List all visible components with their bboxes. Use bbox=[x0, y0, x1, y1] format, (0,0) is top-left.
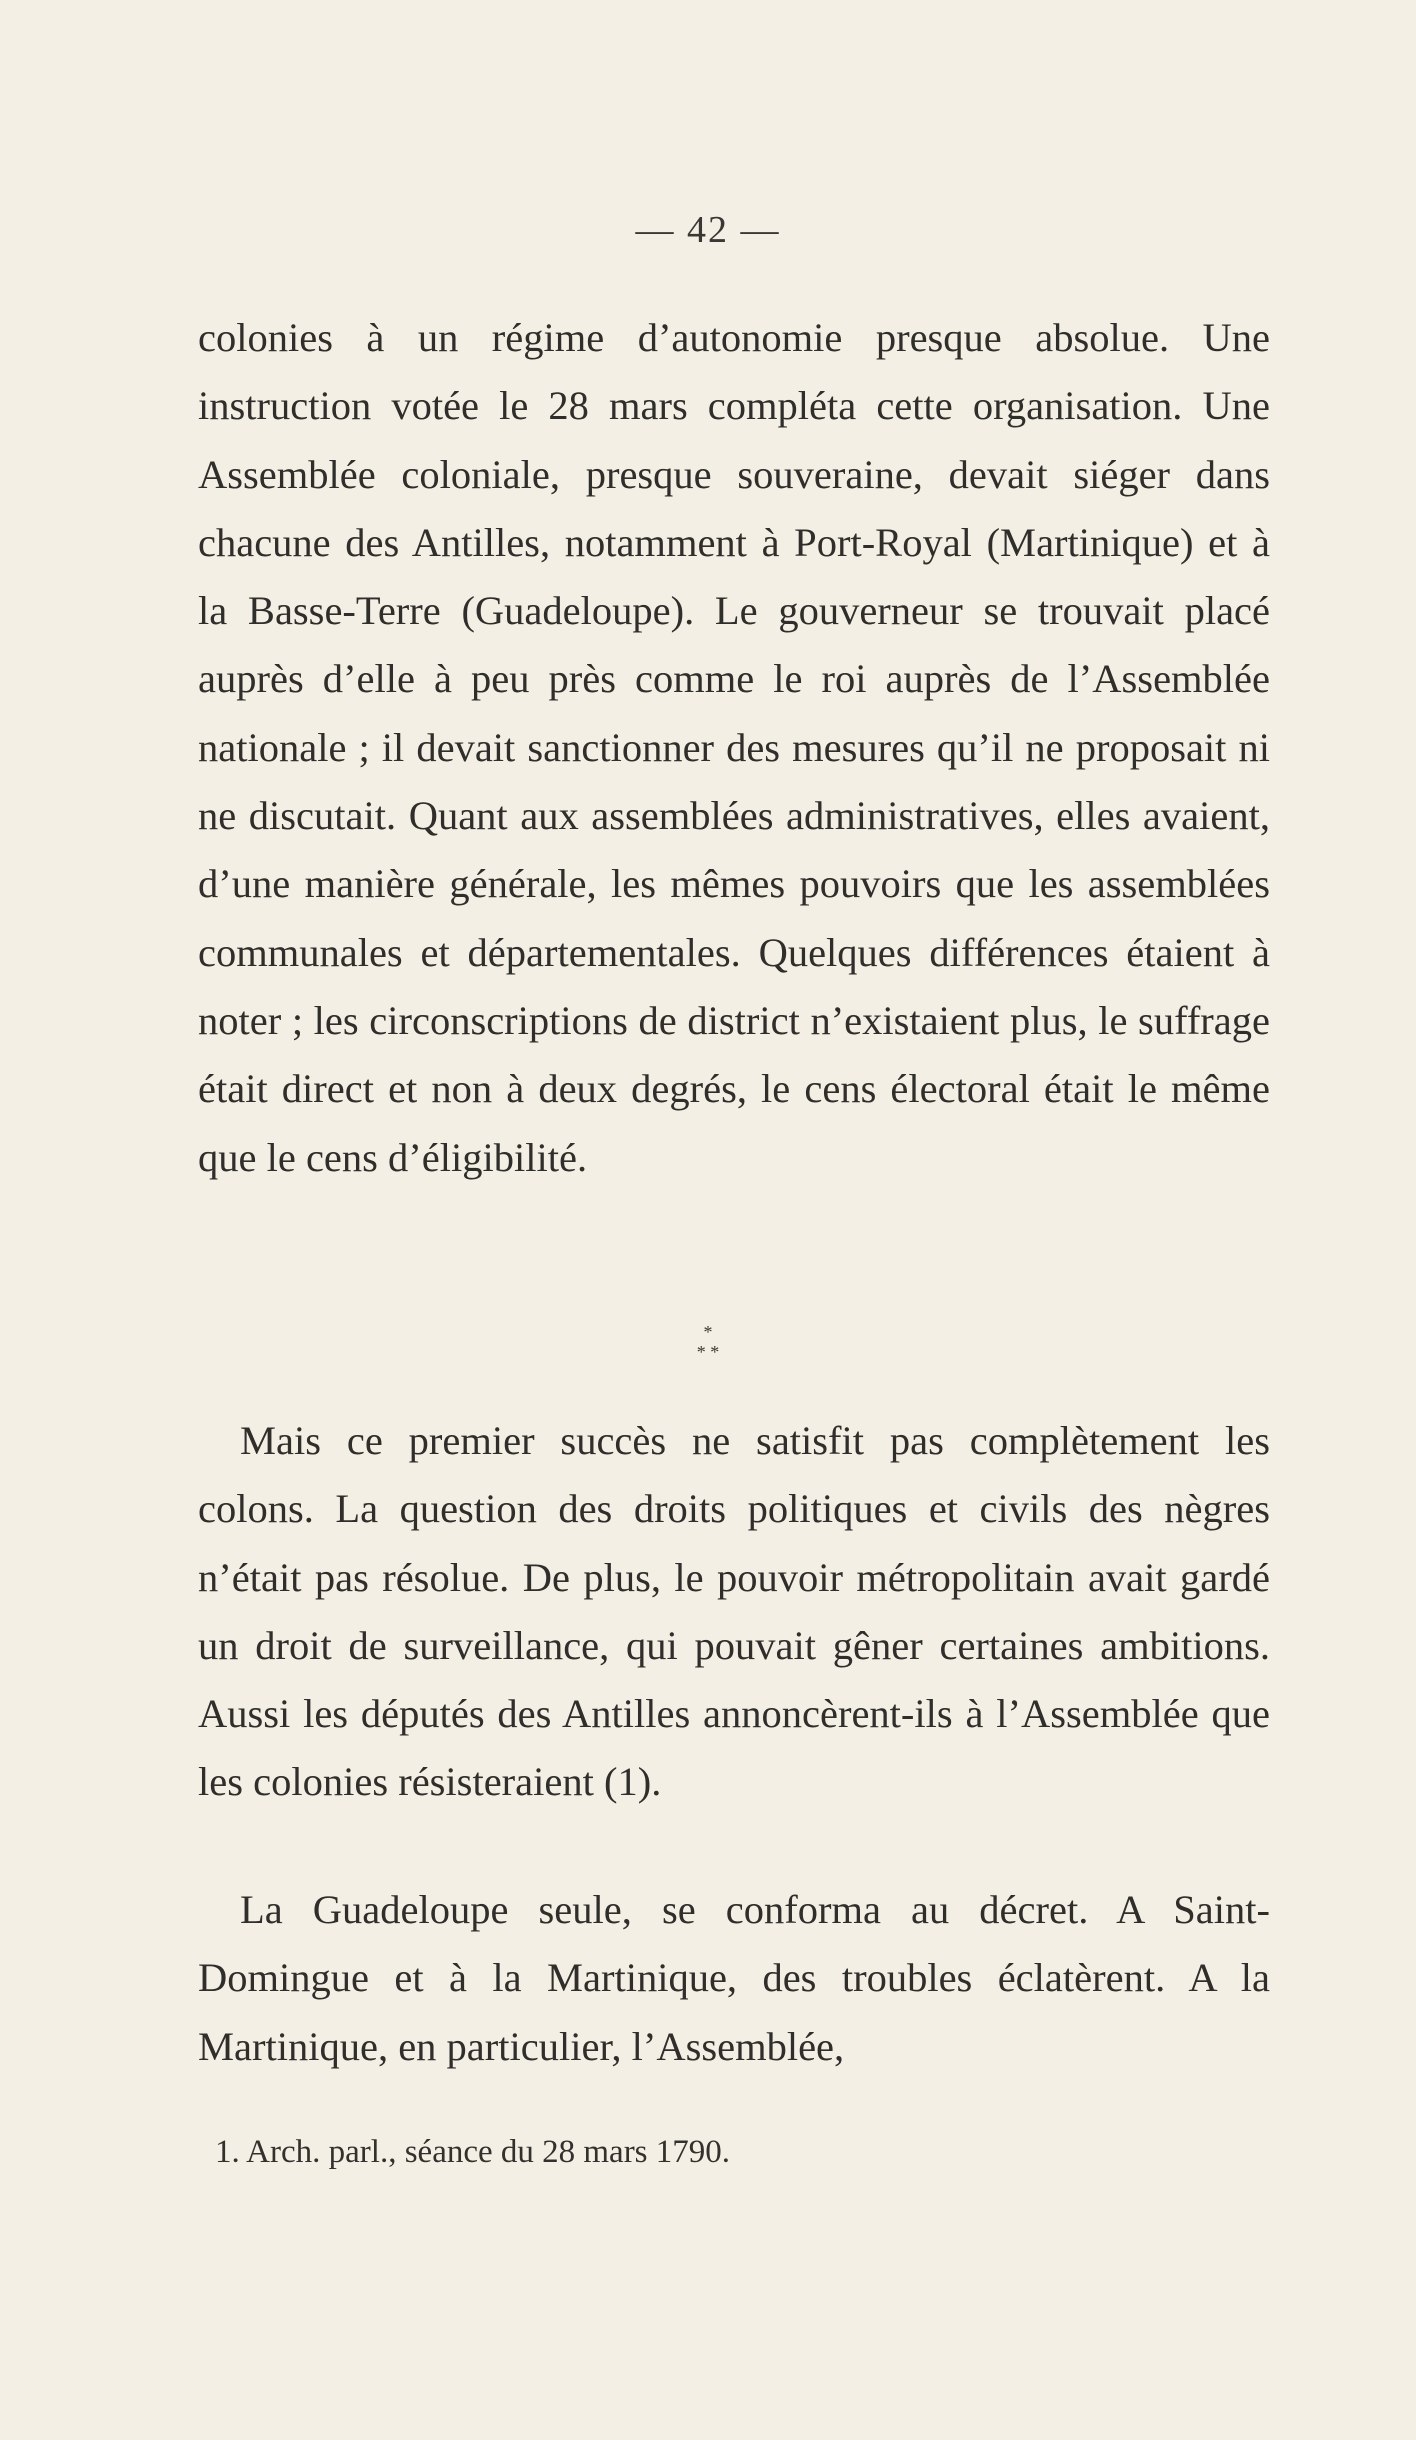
asterism-separator bbox=[0, 1322, 1416, 1362]
paragraph-2: Mais ce premier succès ne satisfit pas complètement les colons. La question des droits politiques et civils des nègres n’était pas résolue. De plus, le pouvoir métropolitain avait gardé un droit de surveillance, qui pouvait gêner certaines ambitions. Aussi les députés des Antilles annoncèrent-ils à l’Assemblée que les colonies résisteraient (1). bbox=[198, 1418, 1270, 1805]
asterism-bottom: * * bbox=[696, 1342, 720, 1362]
page-number: — 42 — bbox=[635, 209, 781, 251]
paragraph-3: La Guadeloupe seule, se conforma au décret. A Saint-Domingue et à la Martinique, des troubles éclatèrent. A la Martinique, en particulier, l’Assemblée, bbox=[198, 1887, 1270, 2069]
footnote: 1. Arch. parl., séance du 28 mars 1790. bbox=[215, 2134, 731, 2170]
paragraph-1: colonies à un régime d’autonomie presque absolue. Une instruction votée le 28 mars compléta cette organisation. Une Assemblée coloniale, presque souveraine, devait siéger dans chacune des Antilles, notamment à Port-Royal (Martinique) et à la Basse-Terre (Guadeloupe). Le gouverneur se trouvait placé auprès d’elle à peu près comme le roi auprès de l’Assemblée nationale ; il devait sanctionner des mesures qu’il ne proposait ni ne discutait. Quant aux assemblées administratives, elles avaient, d’une manière générale, les mêmes pouvoirs que les assemblées communales et départementales. Quelques différences étaient à noter ; les circonscriptions de district n’existaient plus, le suffrage était direct et non à deux degrés, le cens électoral était le même que le cens d’éligibilité. bbox=[198, 315, 1270, 1180]
asterism-top: * bbox=[703, 1322, 713, 1342]
